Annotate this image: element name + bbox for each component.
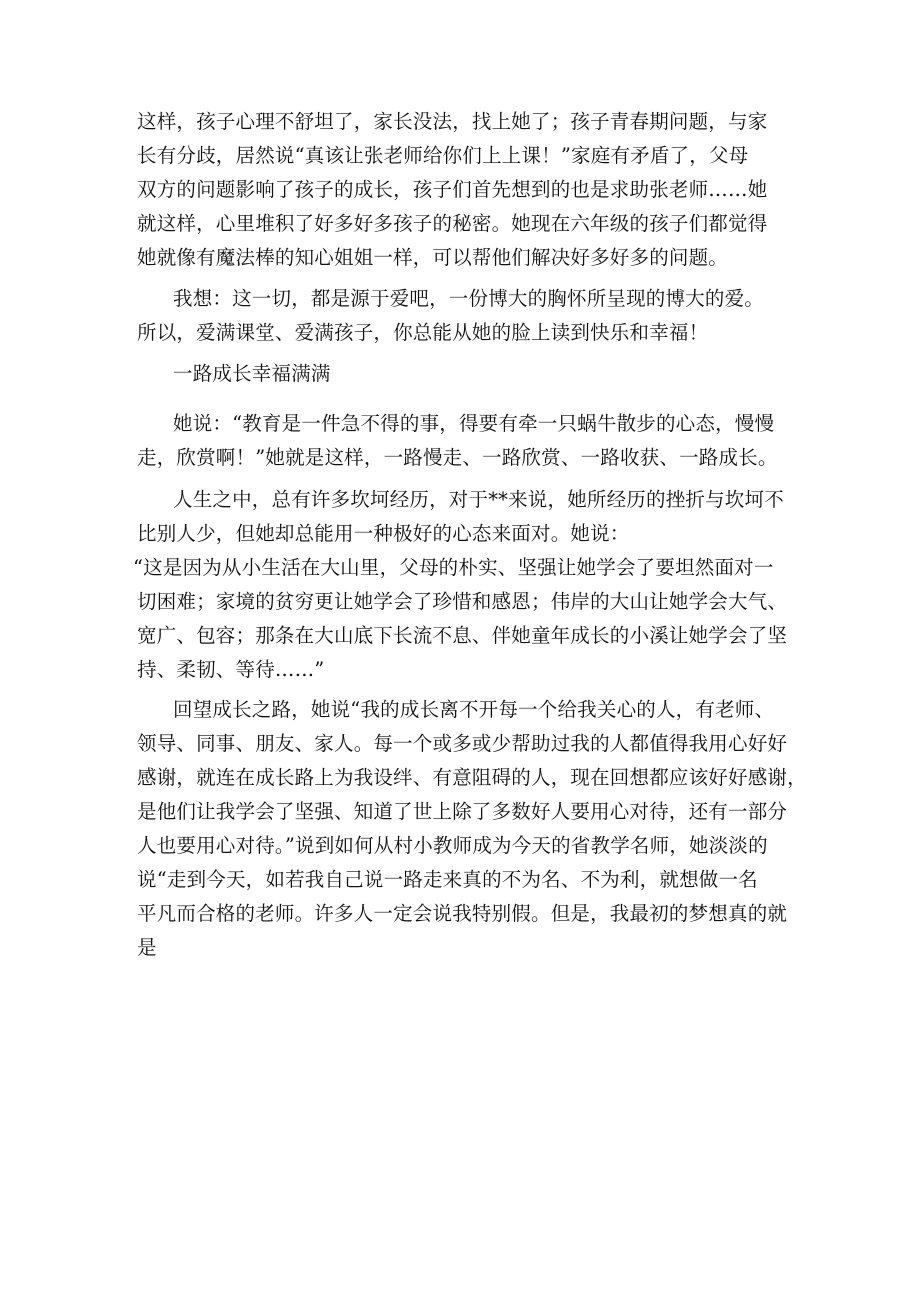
paragraph-2 [137, 282, 807, 350]
text-line: 走，欣赏啊！”她就是这样，一路慢走、一路欣赏、一路收获、一路成长。 [137, 446, 778, 469]
text-line: 感谢，就连在成长路上为我设绊、有意阻碍的人，现在回想都应该好好感谢， [137, 766, 807, 789]
text-line: “这是因为从小生活在大山里，父母的朴实、坚强让她学会了要坦然面对一 [133, 556, 774, 579]
text-line: 这样，孩子心理不舒坦了，家长没法，找上她了；孩子青春期问题，与家 [137, 110, 768, 133]
text-line: 是 [137, 936, 157, 959]
text-line: 持、柔韧、等待……” [137, 658, 325, 681]
text-line: 双方的问题影响了孩子的成长，孩子们首先想到的也是求助张老师……她 [137, 178, 768, 201]
section-heading [137, 357, 807, 391]
text-line: 她说：“教育是一件急不得的事，得要有牵一只蜗牛散步的心态，慢慢 [173, 412, 775, 435]
text-line: 人生之中，总有许多坎坷经历，对于**来说，她所经历的挫折与坎坷不 [173, 488, 784, 511]
text-line: 宽广、包容；那条在大山底下长流不息、伴她童年成长的小溪让她学会了坚 [137, 624, 788, 647]
paragraph-1 [137, 105, 807, 275]
text-line: 回望成长之路，她说“我的成长离不开每一个给我关心的人，有老师、 [173, 698, 775, 721]
text-line: 领导、同事、朋友、家人。每一个或多或少帮助过我的人都值得我用心好好 [137, 732, 788, 755]
text-line: 说“走到今天，如若我自己说一路走来真的不为名、不为利，就想做一名 [137, 868, 758, 891]
text-line: 所以，爱满课堂、爱满孩子，你总能从她的脸上读到快乐和幸福！ [137, 321, 709, 344]
paragraph-3 [137, 407, 807, 475]
text-line: 切困难；家境的贫穷更让她学会了珍惜和感恩；伟岸的大山让她学会大气、 [137, 590, 788, 613]
text-line: 就这样，心里堆积了好多好多孩子的秘密。她现在六年级的孩子们都觉得 [137, 212, 768, 235]
paragraph-5 [137, 693, 807, 965]
heading-text: 一路成长幸福满满 [173, 362, 331, 385]
text-line: 平凡而合格的老师。许多人一定会说我特别假。但是，我最初的梦想真的就 [137, 902, 788, 925]
paragraph-4 [133, 483, 807, 687]
text-line: 她就像有魔法棒的知心姐姐一样，可以帮他们解决好多好多的问题。 [137, 246, 729, 269]
text-line: 比别人少，但她却总能用一种极好的心态来面对。她说： [137, 522, 630, 545]
text-line: 是他们让我学会了坚强、知道了世上除了多数好人要用心对待，还有一部分 [137, 800, 788, 823]
text-line: 人也要用心对待。”说到如何从村小教师成为今天的省教学名师，她淡淡的 [137, 834, 768, 857]
text-line: 长有分歧，居然说“真该让张老师给你们上上课！”家庭有矛盾了，父母 [137, 144, 749, 167]
text-line: 我想：这一切，都是源于爱吧，一份博大的胸怀所呈现的博大的爱。 [173, 287, 765, 310]
